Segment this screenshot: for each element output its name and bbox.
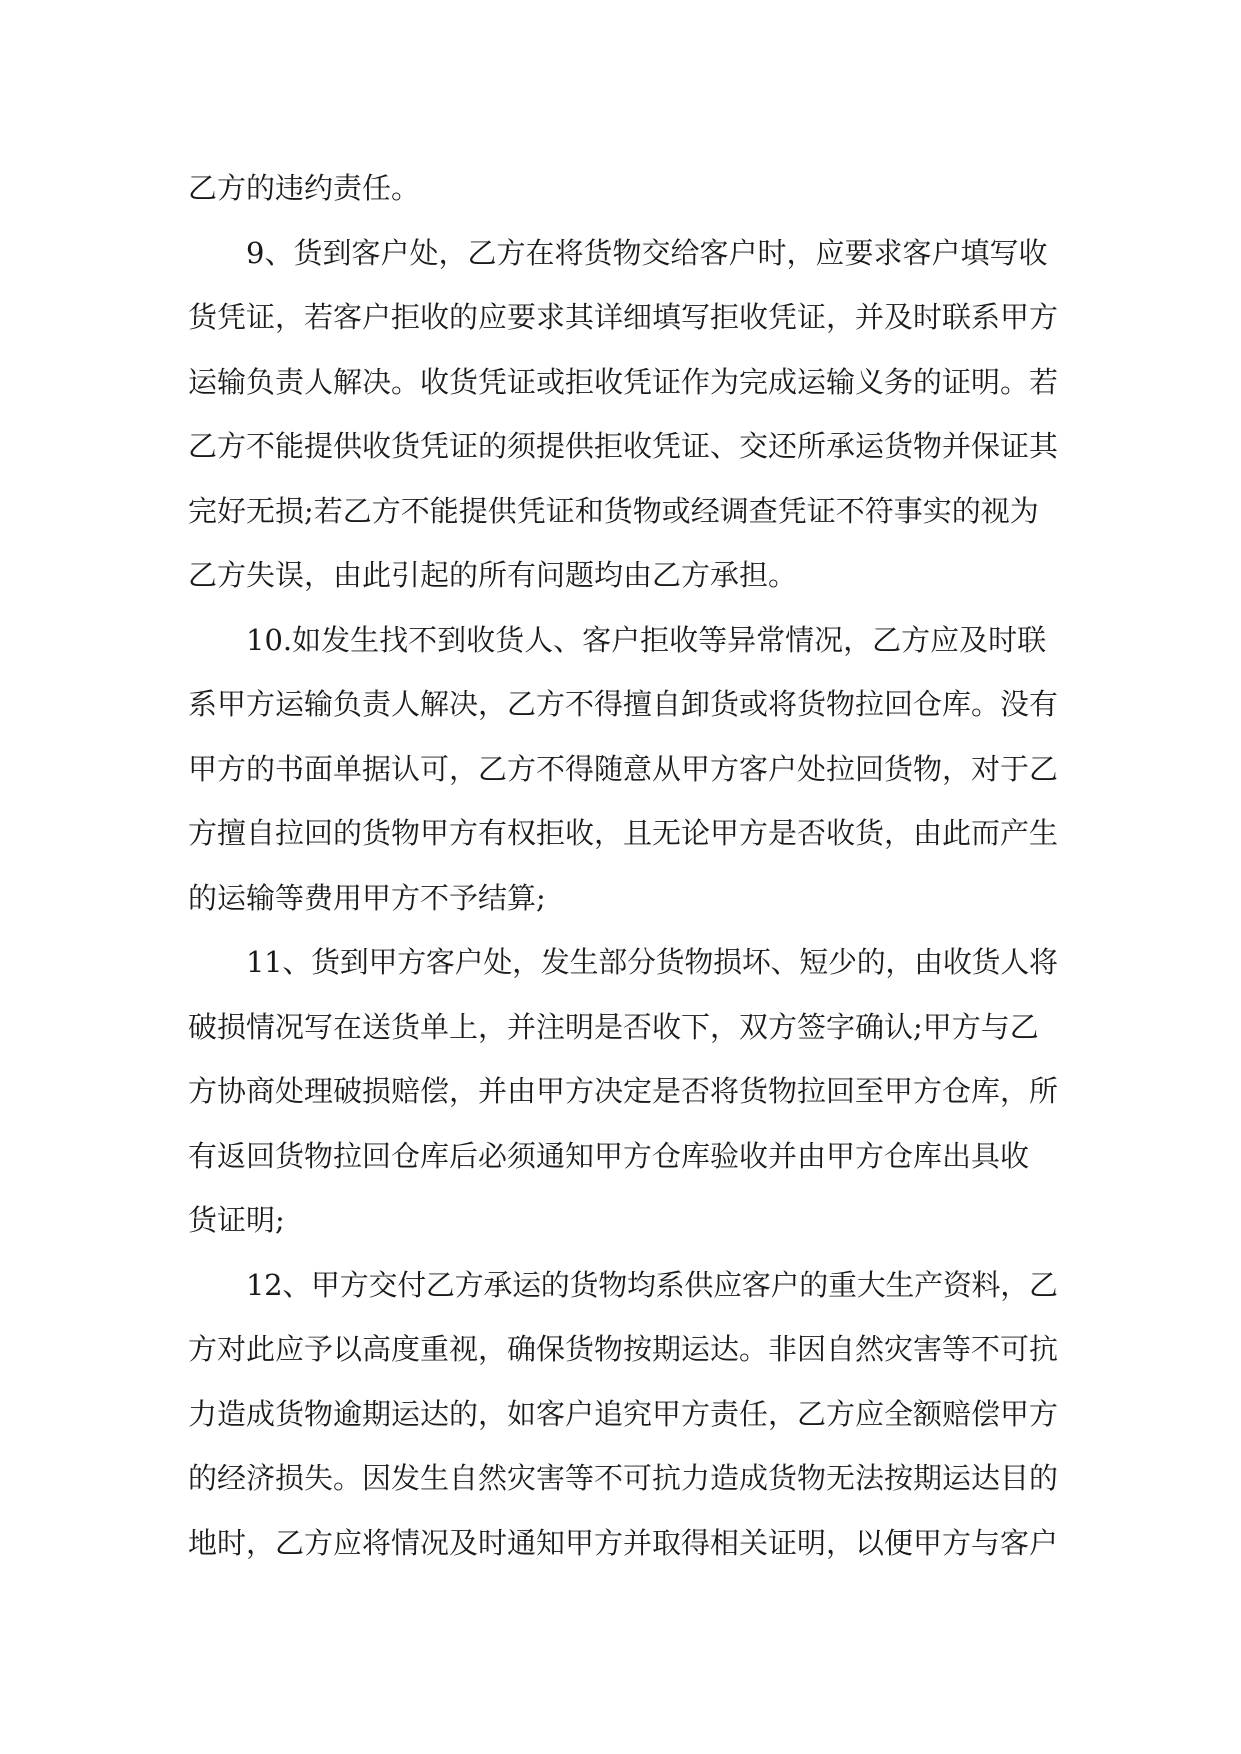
text-line: 破损情况写在送货单上，并注明是否收下，双方签字确认;甲方与乙 <box>188 1009 1039 1044</box>
text-line: 乙方失误，由此引起的所有问题均由乙方承担。 <box>188 558 798 592</box>
text-line: 乙方的违约责任。 <box>188 171 421 205</box>
text-line: 运输负责人解决。收货凭证或拒收凭证作为完成运输义务的证明。若 <box>188 364 1058 399</box>
text-line: 乙方不能提供收货凭证的须提供拒收凭证、交还所承运货物并保证其 <box>188 429 1058 463</box>
text-line: 货证明; <box>188 1203 285 1237</box>
text-line: 方对此应予以高度重视，确保货物按期运达。非因自然灾害等不可抗 <box>188 1332 1058 1366</box>
text-line: 12、甲方交付乙方承运的货物均系供应客户的重大生产资料，乙 <box>246 1267 1058 1302</box>
text-line: 系甲方运输负责人解决，乙方不得擅自卸货或将货物拉回仓库。没有 <box>188 687 1058 721</box>
text-line: 方擅自拉回的货物甲方有权拒收，且无论甲方是否收货，由此而产生 <box>188 816 1058 850</box>
text-line: 9、货到客户处，乙方在将货物交给客户时，应要求客户填写收 <box>246 235 1048 270</box>
text-line: 11、货到甲方客户处，发生部分货物损坏、短少的，由收货人将 <box>246 945 1058 979</box>
text-line: 货凭证，若客户拒收的应要求其详细填写拒收凭证，并及时联系甲方 <box>188 300 1058 334</box>
text-line: 有返回货物拉回仓库后必须通知甲方仓库验收并由甲方仓库出具收 <box>188 1138 1030 1173</box>
text-line: 的经济损失。因发生自然灾害等不可抗力造成货物无法按期运达目的 <box>188 1461 1058 1495</box>
text-line: 方协商处理破损赔偿，并由甲方决定是否将货物拉回至甲方仓库，所 <box>188 1074 1058 1108</box>
text-line: 的运输等费用甲方不予结算; <box>188 880 546 915</box>
text-line: 力造成货物逾期运达的，如客户追究甲方责任，乙方应全额赔偿甲方 <box>188 1396 1058 1431</box>
text-line: 完好无损;若乙方不能提供凭证和货物或经调查凭证不符事实的视为 <box>188 493 1039 528</box>
text-line: 10.如发生找不到收货人、客户拒收等异常情况，乙方应及时联 <box>246 622 1047 657</box>
contract-body-text <box>188 156 1058 1575</box>
text-line: 甲方的书面单据认可，乙方不得随意从甲方客户处拉回货物，对于乙 <box>188 751 1058 786</box>
text-line: 地时，乙方应将情况及时通知甲方并取得相关证明，以便甲方与客户 <box>188 1525 1058 1560</box>
